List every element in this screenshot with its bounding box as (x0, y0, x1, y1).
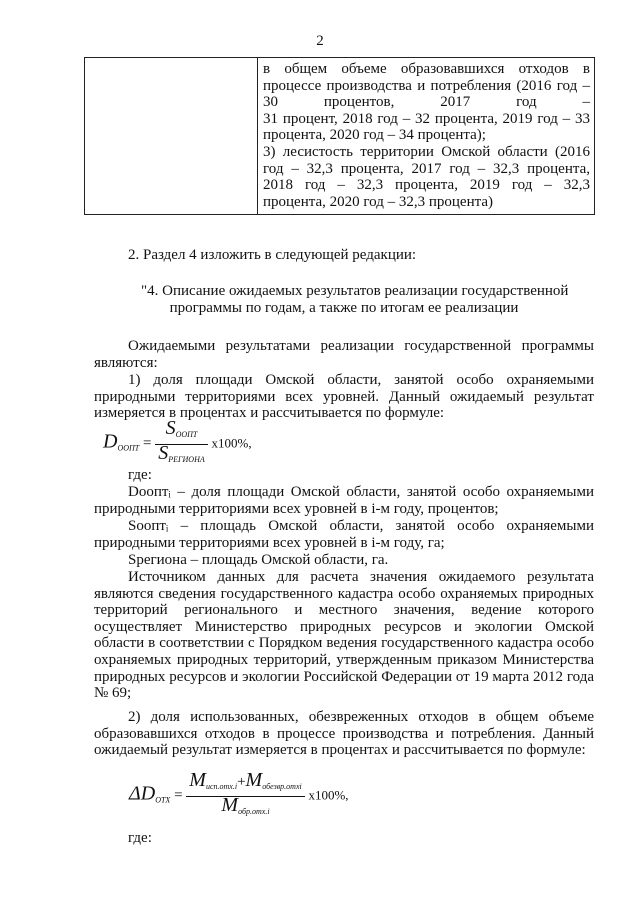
formula-2-num-a: M (189, 769, 206, 791)
table-line: в общем объеме образовавшихся отходов в (263, 61, 590, 77)
definition-3: Sрегиона – площадь Омской области, га. (128, 552, 389, 568)
table-line: 3) лесистость территории Омской области (2016 (263, 143, 590, 160)
formula-1-num: S (165, 417, 176, 439)
formula-2-den: M (221, 793, 239, 816)
table-line: процента, 2020 год – 34 процента); (263, 127, 486, 144)
formula-1 (103, 417, 252, 468)
section-title-line-1: "4. Описание ожидаемых результатов реализации государственной (141, 283, 569, 299)
formula-2-eq: = (174, 787, 183, 804)
formula-2 (129, 769, 349, 820)
formula-1-lhs: D (103, 430, 118, 453)
formula-1-tail: x100%, (211, 435, 252, 451)
table-line: процента, 2020 год – 32,3 процента) (263, 193, 493, 210)
formula-1-fraction (155, 417, 208, 468)
formula-1-lhs-sub: ООПТ (117, 443, 140, 453)
formula-2-lhs-sub: ОТХ (155, 795, 171, 805)
formula-1-num-sub: ООПТ (175, 430, 198, 439)
table-right-cell (258, 58, 595, 215)
section-title-line-2: программы по годам, а также по итогам ее реализации (169, 300, 519, 316)
formula-2-num-b: M (245, 769, 263, 791)
source-paragraph: Источником данных для расчета значения ожидаемого результата являются сведения государственного кадастра особо охраняемых природных территорий регионального и местного значения, ведение которого осуществляет Министерство природных ресурсов и экологии Омской области в соответствии с Порядком ведения государственного кадастра особо охраняемых природных территорий, утвержденным приказом Министерства природных ресурсов и экологии Российской Федерации от 19 марта 2012 года № 69; (94, 569, 594, 702)
formula-1-den-sub: РЕГИОНА (168, 454, 205, 464)
table-line: год – 32,3 процента, 2017 год – 32,3 процента, (263, 160, 590, 177)
paragraph-1: 1) доля площади Омской области, занятой особо охраняемыми природными территориями всех уровней. Данный ожидаемый результат измеряется в процентах и рассчитывается по формуле: (94, 372, 594, 422)
formula-2-fraction (186, 769, 304, 820)
item-2-instruction: 2. Раздел 4 изложить в следующей редакции: (128, 247, 417, 263)
table-left-cell (85, 58, 258, 215)
definition-1: Dооптᵢ – доля площади Омской области, занятой особо охраняемыми природными территориями всех уровней в i-м году, процентов; (94, 484, 594, 517)
definition-2: Sооптᵢ – площадь Омской области, занятой особо охраняемыми природными территориями всех уровней в i-м году, га; (94, 518, 594, 551)
table-line: процессе производства и потребления (2016 год – (263, 77, 590, 94)
table-row (85, 58, 595, 215)
page-number: 2 (316, 33, 324, 49)
formula-2-plus: + (237, 774, 246, 790)
where-label-1: где: (128, 467, 152, 483)
formula-1-eq: = (142, 435, 152, 452)
formula-1-den: S (158, 441, 169, 464)
table-line: 30 процентов, 2017 год – (263, 94, 590, 111)
table-line: 2018 год – 32,3 процента, 2019 год – 32,3 (263, 177, 590, 194)
table-line: 31 процент, 2018 год – 32 процента, 2019 год – 33 (263, 110, 590, 127)
formula-2-lhs: ΔD (129, 782, 156, 805)
formula-2-tail: x100%, (308, 787, 349, 803)
where-label-2: где: (128, 830, 152, 846)
continued-table (84, 57, 595, 215)
formula-2-den-sub: обр.отх.i (238, 806, 270, 816)
intro-paragraph: Ожидаемыми результатами реализации государственной программы являются: (94, 338, 594, 371)
paragraph-2: 2) доля использованных, обезвреженных отходов в общем объеме образовавшихся отходов в процессе производства и потребления. Данный ожидаемый результат измеряется в процентах и рассчитывается по формуле: (94, 709, 594, 759)
formula-2-num-a-sub: исп.отх.i (205, 782, 238, 791)
formula-2-num-b-sub: обезвр.отхi (262, 782, 302, 791)
